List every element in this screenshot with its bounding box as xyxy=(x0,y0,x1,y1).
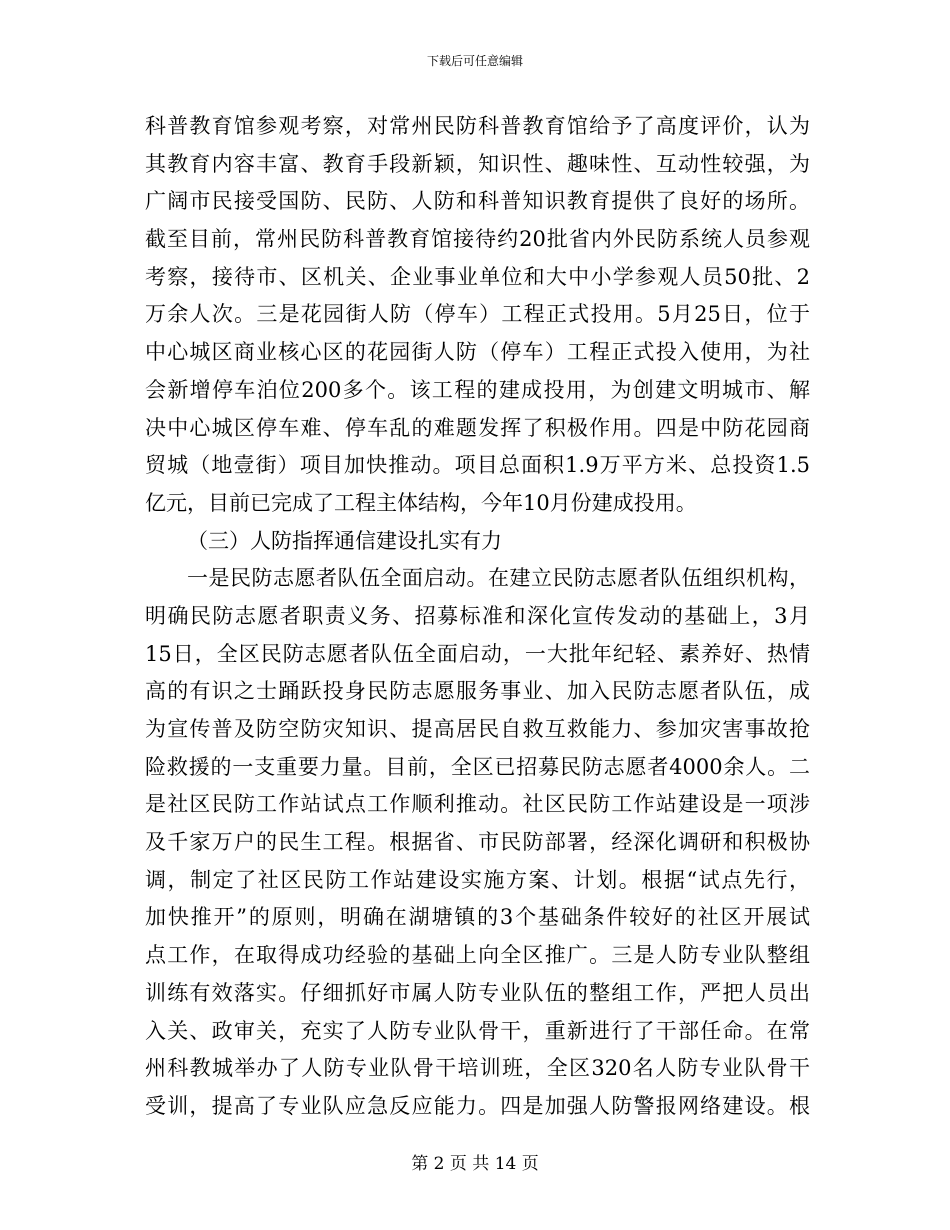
paragraph-line: 一是民防志愿者队伍全面启动。在建立民防志愿者队伍组织机构， xyxy=(187,566,810,591)
paragraph-line: 科普教育馆参观考察，对常州民防科普教育馆给予了高度评价，认为 xyxy=(145,114,810,138)
page-header: 下载后可任意编辑 xyxy=(426,54,523,68)
paragraph-line: 险救援的一支重要力量。目前，全区已招募民防志愿者4000余人。二 xyxy=(145,754,810,779)
paragraph-line: 决中心城区停车难、停车乱的难题发挥了积极作用。四是中防花园商 xyxy=(145,415,810,440)
paragraph-line: 亿元，目前已完成了工程主体结构，今年10月份建成投用。 xyxy=(145,490,697,515)
paragraph-line: 是社区民防工作站试点工作顺利推动。社区民防工作站建设是一项涉 xyxy=(145,792,810,817)
paragraph-line: 明确民防志愿者职责义务、招募标准和深化宣传发动的基础上，3月 xyxy=(145,603,810,628)
paragraph-line: 州科教城举办了人防专业队骨干培训班，全区320名人防专业队骨干 xyxy=(145,1056,810,1081)
document-body xyxy=(145,108,810,1126)
paragraph-line: 加快推开”的原则，明确在湖塘镇的3个基础条件较好的社区开展试 xyxy=(145,905,810,930)
paragraph-line: 会新增停车泊位200多个。该工程的建成投用，为创建文明城市、解 xyxy=(145,377,810,402)
paragraph-line: 中心城区商业核心区的花园街人防（停车）工程正式投入使用，为社 xyxy=(145,340,810,365)
paragraph-line: 其教育内容丰富、教育手段新颖，知识性、趣味性、互动性较强，为 xyxy=(145,151,810,176)
paragraph-line: 训练有效落实。仔细抓好市属人防专业队伍的整组工作，严把人员出 xyxy=(145,980,810,1005)
paragraph-line: 万余人次。三是花园街人防（停车）工程正式投用。5月25日，位于 xyxy=(145,302,810,327)
paragraph-line: 为宣传普及防空防灾知识、提高居民自救互救能力、参加灾害事故抢 xyxy=(145,717,810,741)
paragraph-line: 高的有识之士踊跃投身民防志愿服务事业、加入民防志愿者队伍，成 xyxy=(145,679,810,704)
paragraph-line: 15日，全区民防志愿者队伍全面启动，一大批年纪轻、素养好、热情 xyxy=(145,641,810,666)
paragraph-line: 及千家万户的民生工程。根据省、市民防部署，经深化调研和积极协 xyxy=(145,830,810,855)
paragraph-line: 贸城（地壹街）项目加快推动。项目总面积1.9万平方米、总投资1.5 xyxy=(145,453,810,478)
paragraph-line: 点工作，在取得成功经验的基础上向全区推广。三是人防专业队整组 xyxy=(145,943,810,968)
paragraph-line: 广阔市民接受国防、民防、人防和科普知识教育提供了良好的场所。 xyxy=(145,189,810,214)
paragraph-line: （三）人防指挥通信建设扎实有力 xyxy=(187,528,502,553)
paragraph-line: 截至目前，常州民防科普教育馆接待约20批省内外民防系统人员参观 xyxy=(145,227,810,252)
paragraph-line: 考察，接待市、区机关、企业事业单位和大中小学参观人员50批、2 xyxy=(145,264,810,289)
paragraph-line: 调，制定了社区民防工作站建设实施方案、计划。根据“试点先行， xyxy=(145,867,810,892)
paragraph-line: 入关、政审关，充实了人防专业队骨干，重新进行了干部任命。在常 xyxy=(145,1018,810,1043)
paragraph-line: 受训，提高了专业队应急反应能力。四是加强人防警报网络建设。根 xyxy=(145,1093,810,1118)
page-footer: 第 2 页 共 14 页 xyxy=(411,1154,539,1174)
